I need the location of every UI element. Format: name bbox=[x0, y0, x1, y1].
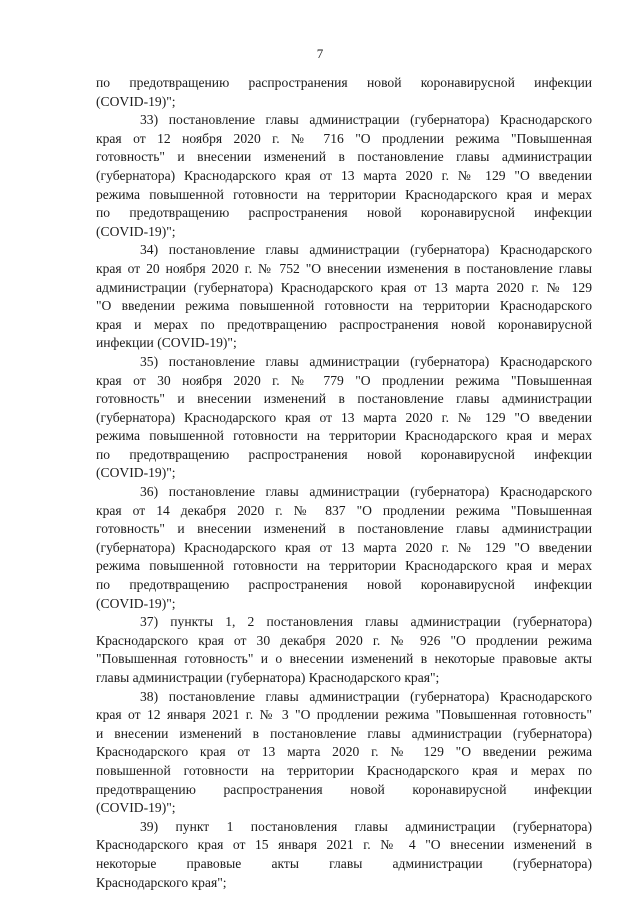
text-line: 34) постановление главы администрации (губернатора) Краснодарского bbox=[140, 242, 592, 258]
text-line: (COVID-19)"; bbox=[96, 595, 176, 611]
text-line: главы администрации (губернатора) Краснодарского края"; bbox=[96, 670, 440, 685]
text-line: и внесении изменений в постановление главы администрации (губернатора) bbox=[96, 725, 592, 741]
text-line: повышенной готовности на территории Краснодарского края и мерах по bbox=[96, 762, 592, 778]
text-line: 37) пункты 1, 2 постановления главы администрации (губернатора) bbox=[140, 614, 592, 630]
paragraph-item-36 bbox=[96, 483, 592, 613]
paragraph-item-38 bbox=[96, 688, 592, 818]
text-line: Краснодарского края от 13 марта 2020 г. № 129 "О введении режима bbox=[96, 744, 592, 760]
text-line: администрации (губернатора) Краснодарского края от 13 марта 2020 г. № 129 bbox=[96, 279, 592, 295]
text-line: по предотвращению распространения новой коронавирусной инфекции bbox=[96, 75, 592, 90]
text-line: Краснодарского края от 30 декабря 2020 г. № 926 "О продлении режима bbox=[96, 632, 592, 648]
paragraph-item-35 bbox=[96, 353, 592, 483]
text-line: 35) постановление главы администрации (губернатора) Краснодарского bbox=[140, 353, 592, 369]
text-line: по предотвращению распространения новой коронавирусной инфекции bbox=[96, 205, 592, 221]
text-line: 33) постановление главы администрации (губернатора) Краснодарского bbox=[140, 112, 592, 128]
text-line: края от 12 ноября 2020 г. № 716 "О продлении режима "Повышенная bbox=[96, 130, 592, 146]
text-line: Краснодарского края от 15 января 2021 г. № 4 "О внесении изменений в bbox=[96, 837, 592, 853]
paragraph-item-39 bbox=[96, 818, 592, 892]
paragraph-item-33 bbox=[96, 111, 592, 241]
text-line: предотвращению распространения новой коронавирусной инфекции bbox=[96, 781, 592, 797]
text-line: края от 30 ноября 2020 г. № 779 "О продлении режима "Повышенная bbox=[96, 372, 592, 388]
text-line: 39) пункт 1 постановления главы администрации (губернатора) bbox=[140, 818, 592, 834]
text-line: (COVID-19)"; bbox=[96, 223, 176, 239]
text-line: края от 20 ноября 2020 г. № 752 "О внесении изменения в постановление главы bbox=[96, 260, 592, 276]
text-line: (губернатора) Краснодарского края от 13 марта 2020 г. № 129 "О введении bbox=[96, 539, 592, 555]
text-line: по предотвращению распространения новой коронавирусной инфекции bbox=[96, 577, 592, 593]
page-number: 7 bbox=[316, 46, 324, 61]
text-line: "О введении режима повышенной готовности на территории Краснодарского bbox=[96, 298, 592, 314]
text-line: готовность" и внесении изменений в постановление главы администрации bbox=[96, 149, 592, 165]
text-line: "Повышенная готовность" и о внесении изменений в некоторые правовые акты bbox=[96, 651, 592, 667]
text-line: режима повышенной готовности на территории Краснодарского края и мерах bbox=[96, 558, 592, 574]
text-line: 36) постановление главы администрации (губернатора) Краснодарского bbox=[140, 484, 592, 500]
text-line: 38) постановление главы администрации (губернатора) Краснодарского bbox=[140, 688, 592, 704]
text-line: некоторые правовые акты главы администрации (губернатора) bbox=[96, 855, 592, 871]
text-line: края от 12 января 2021 г. № 3 "О продлении режима "Повышенная готовность" bbox=[96, 707, 592, 723]
text-line: (COVID-19)"; bbox=[96, 93, 176, 109]
text-line: Краснодарского края"; bbox=[96, 874, 227, 890]
text-line: готовность" и внесении изменений в постановление главы администрации bbox=[96, 391, 592, 407]
text-line: по предотвращению распространения новой коронавирусной инфекции bbox=[96, 446, 592, 462]
text-line: (губернатора) Краснодарского края от 13 марта 2020 г. № 129 "О введении bbox=[96, 167, 592, 183]
text-line: (губернатора) Краснодарского края от 13 марта 2020 г. № 129 "О введении bbox=[96, 409, 592, 425]
text-line: режима повышенной готовности на территории Краснодарского края и мерах bbox=[96, 186, 592, 202]
text-line: края от 14 декабря 2020 г. № 837 "О продлении режима "Повышенная bbox=[96, 502, 592, 518]
text-line: (COVID-19)"; bbox=[96, 465, 176, 481]
document-body bbox=[96, 74, 592, 892]
text-line: режима повышенной готовности на территории Краснодарского края и мерах bbox=[96, 428, 592, 444]
paragraph-item-37 bbox=[96, 613, 592, 687]
paragraph-cont bbox=[96, 74, 592, 111]
paragraph-item-34 bbox=[96, 241, 592, 353]
text-line: края и мерах по предотвращению распространения новой коронавирусной bbox=[96, 316, 592, 332]
text-line: готовность" и внесении изменений в постановление главы администрации bbox=[96, 521, 592, 537]
text-line: инфекции (COVID-19)"; bbox=[96, 335, 237, 351]
text-line: (COVID-19)"; bbox=[96, 800, 176, 816]
